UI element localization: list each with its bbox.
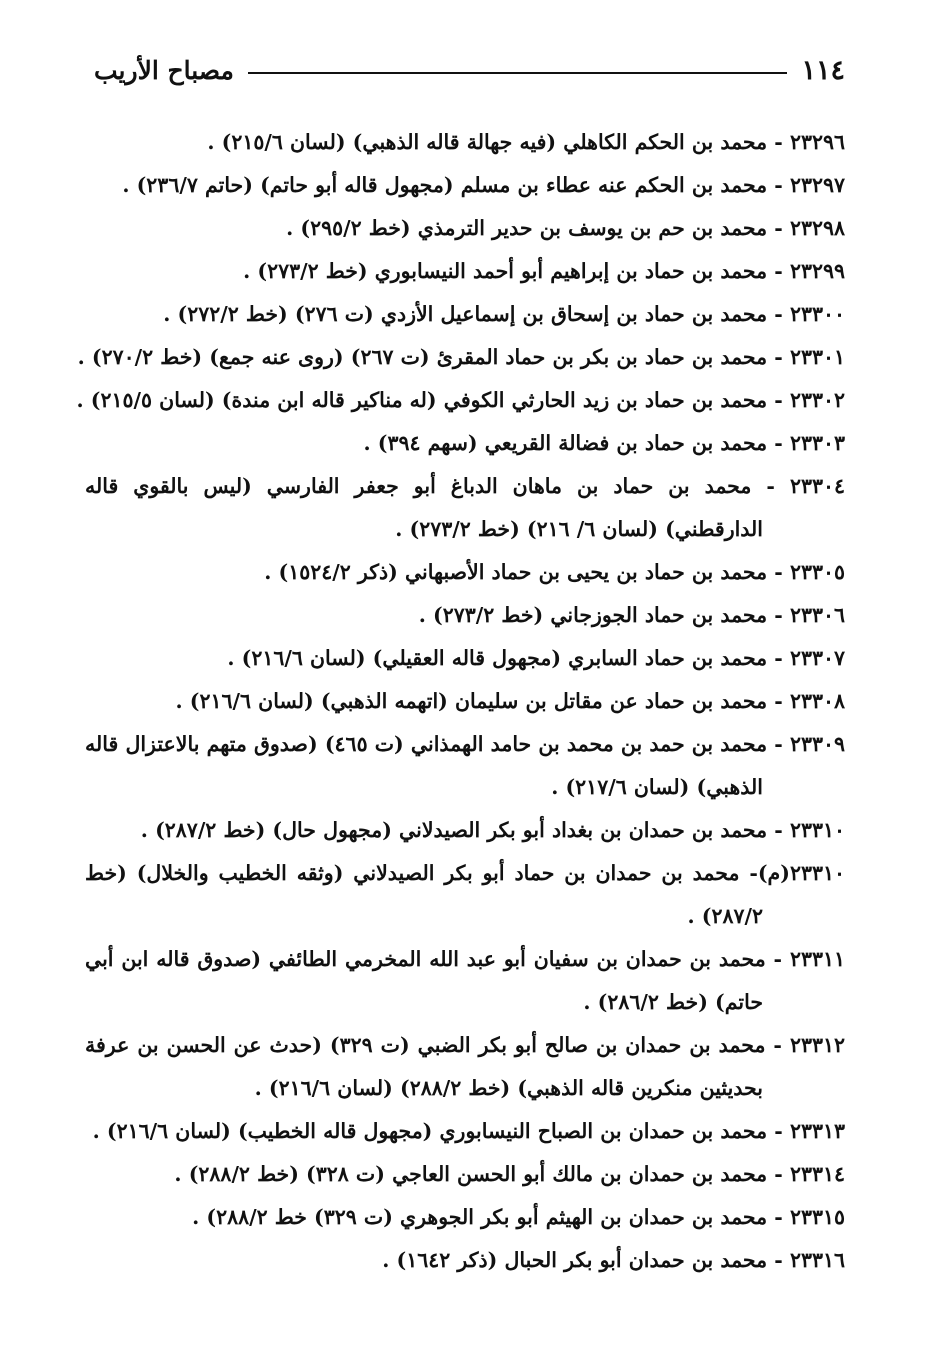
- entry-23310-m: ٢٣٣١٠(م)- محمد بن حمدان بن حماد أبو بكر الصيدلاني (وثقه الخطيب والخلال) (خط ٢٨٧/٢) .: [85, 861, 845, 928]
- entry-23313: ٢٣٣١٣ - محمد بن حمدان بن الصباح النيسابوري (مجهول قاله الخطيب) (لسان ٢١٦/٦) .: [92, 1119, 845, 1143]
- book-title: مصباح الأريب: [94, 55, 234, 85]
- entry-23302: ٢٣٣٠٢ - محمد بن حماد بن زيد الحارثي الكوفي (له مناكير قاله ابن مندة) (لسان ٢١٥/٥) .: [76, 388, 845, 412]
- entry-23300: ٢٣٣٠٠ - محمد بن حماد بن إسحاق بن إسماعيل الأزدي (ت ٢٧٦) (خط ٢٧٢/٢) .: [163, 302, 845, 326]
- entry-23308: ٢٣٣٠٨ - محمد بن حماد عن مقاتل بن سليمان (اتهمه الذهبي) (لسان ٢١٦/٦) .: [175, 689, 845, 713]
- entry-23303: ٢٣٣٠٣ - محمد بن حماد بن فضالة القريعي (سهم ٣٩٤) .: [363, 431, 845, 455]
- entry-23312: ٢٣٣١٢ - محمد بن حمدان بن صالح أبو بكر الضبي (ت ٣٢٩) (حدث عن الحسن بن عرفة بحديثين منكرين قاله الذهبي) (خط ٢٨٨/٢) (لسان ٢١٦/٦) .: [85, 1033, 845, 1100]
- entries-list: [76, 121, 845, 1282]
- entry-23311: ٢٣٣١١ - محمد بن حمدان بن سفيان أبو عبد الله المخرمي الطائفي (صدوق قاله ابن أبي حاتم) (خط ٢٨٦/٢) .: [85, 947, 845, 1014]
- entry-23297: ٢٣٢٩٧ - محمد بن الحكم عنه عطاء بن مسلم (مجهول قاله أبو حاتم) (حاتم ٢٣٦/٧) .: [122, 173, 845, 197]
- entry-23298: ٢٣٢٩٨ - محمد بن حم بن يوسف بن حدير الترمذي (خط ٢٩٥/٢) .: [286, 216, 845, 240]
- entry-23305: ٢٣٣٠٥ - محمد بن حماد بن يحيى بن حماد الأصبهاني (ذكر ١٥٢٤/٢) .: [264, 560, 845, 584]
- entry-23304: ٢٣٣٠٤ - محمد بن حماد بن ماهان الدباغ أبو جعفر الفارسي (ليس بالقوي قاله الدارقطني) (لسان ٦/ ٢١٦) (خط ٢٧٣/٢) .: [85, 474, 845, 541]
- entry-23310: ٢٣٣١٠ - محمد بن حمدان بن بغداد أبو بكر الصيدلاني (مجهول حال) (خط ٢٨٧/٢) .: [140, 818, 845, 842]
- entry-23301: ٢٣٣٠١ - محمد بن حماد بن بكر بن حماد المقرئ (ت ٢٦٧) (روى عنه جمع) (خط ٢٧٠/٢) .: [77, 345, 845, 369]
- entry-23299: ٢٣٢٩٩ - محمد بن حماد بن إبراهيم أبو أحمد النيسابوري (خط ٢٧٣/٢) .: [243, 259, 845, 283]
- entry-23309: ٢٣٣٠٩ - محمد بن حمد بن محمد بن حامد الهمذاني (ت ٤٦٥) (صدوق متهم بالاعتزال قاله الذهبي) (لسان ٢١٧/٦) .: [85, 732, 845, 799]
- entry-23307: ٢٣٣٠٧ - محمد بن حماد السابري (مجهول قاله العقيلي) (لسان ٢١٦/٦) .: [227, 646, 845, 670]
- entry-23306: ٢٣٣٠٦ - محمد بن حماد الجوزجاني (خط ٢٧٣/٢) .: [418, 603, 845, 627]
- page-number: ١١٤: [801, 54, 845, 86]
- entry-23316: ٢٣٣١٦ - محمد بن حمدان أبو بكر الحبال (ذكر ١٦٤٢) .: [382, 1248, 845, 1272]
- entry-23315: ٢٣٣١٥ - محمد بن حمدان بن الهيثم أبو بكر الجوهري (ت ٣٢٩) خط ٢٨٨/٢) .: [192, 1205, 845, 1229]
- header-rule: [248, 72, 788, 74]
- entry-23296: ٢٣٢٩٦ - محمد بن الحكم الكاهلي (فيه جهالة قاله الذهبي) (لسان ٢١٥/٦) .: [207, 130, 845, 154]
- entry-23314: ٢٣٣١٤ - محمد بن حمدان بن مالك أبو الحسن العاجي (ت ٣٢٨) (خط ٢٨٨/٢) .: [174, 1162, 845, 1186]
- running-header: [94, 52, 845, 88]
